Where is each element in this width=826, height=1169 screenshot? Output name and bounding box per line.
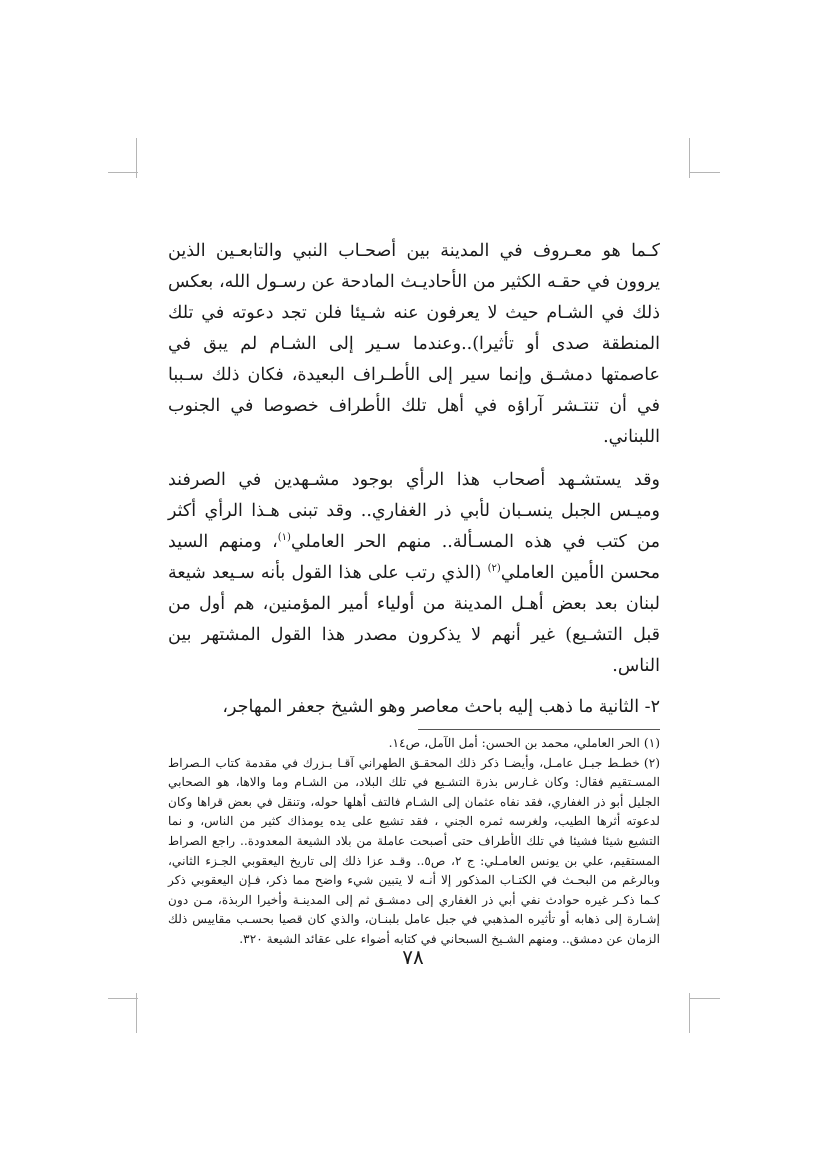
- page-body: [168, 236, 660, 950]
- crop-mark-bottom-left-h: [108, 998, 138, 999]
- section-heading: ٢- الثانية ما ذهب إليه باحث معاصر وهو الشيخ جعفر المهاجر،: [222, 697, 660, 717]
- crop-mark-bottom-right-h: [690, 998, 720, 999]
- footnote-2: [168, 754, 660, 950]
- page-number: ٧٨: [402, 945, 424, 969]
- footnote-2-text: خطـط جبـل عامـل، وأيضـا ذكر ذلك المحقـق الطهراني آقـا بـزرك في مقدمة كتاب الـصراط المسـتقيم فقال: وكان غـارس بذرة التشـيع في تلك البلاد، من الشـام وما والاها، هو الصحابي الجليل أبو ذر الغفاري، فقد نفاه عثمان إلى الشـام فالتف أهلها حوله، وتنقل في بعض قراها وكان لدعوته أثرها الطيب، ولغرسه ثمره الجني ، فقد تشيع على يده يومذاك كثير من الناس، و نما التشيع شيئا فشيئا في تلك الأطراف حتى أصبحت عاملة من بلاد الشيعة المعدودة.. راجع الصراط المستقيم، علي بن يونس العامـلي: ج ٢، ص٥.. وقـد عزا ذلك إلى تاريخ اليعقوبي الجـزء الثاني، وبالرغم من البحـث في الكتـاب المذكور إلا أنـه لا يتبين شيء واضح مما ذكر، فـإن اليعقوبي ذكر كـما ذكـر غيره حوادث نفي أبي ذر الغفاري إلى دمشـق ثم إلى المدينـة وأخيرا الربذة، مـن دون إشـارة إلى ذهابه أو تأثيره المذهبي في جبل عامل بلبنـان، والذي كان قصيا بحسـب مقاييس ذلك الزمان عن دمشق.. ومنهم الشـيخ السبحاني في كتابه أضواء على عقائد الشيعة ٣٢٠.: [168, 755, 661, 946]
- footnote-ref-1: (١): [277, 532, 291, 544]
- footnote-2-number: (٢): [643, 755, 660, 770]
- crop-mark-top-right-h: [690, 172, 720, 173]
- paragraph-2-part-1: وقد يستشـهد أصحاب هذا الرأي بوجود مشـهدين في الصرفند وميـس الجبل ينسـبان لأبي ذر الغفاري.. وقد تبنى هـذا الرأي أكثر من كتب في هذه المسـألة.. منهم الحر العاملي: [168, 470, 660, 552]
- footnote-1-number: (١): [643, 736, 660, 750]
- footnote-separator: [418, 729, 660, 730]
- crop-mark-bottom-right: [689, 993, 690, 1033]
- crop-mark-bottom-left: [136, 993, 137, 1033]
- footnote-ref-2: (٢): [487, 563, 501, 575]
- paragraph-2-part-2: ، ومنهم السيد محسن الأمين العاملي: [168, 532, 660, 583]
- crop-mark-top-left-h: [108, 172, 138, 173]
- paragraph-2-part-3: (الذي رتب على هذا القول بأنه سـيعد شيعة لبنان بعد بعض أهـل المدينة من أولياء أمير المؤمنين، هم أول من قبل التشـيع) غير أنهم لا يذكرون مصدر هذا القول المشتهر بين الناس.: [168, 563, 660, 676]
- footnote-1-text: الحر العاملي، محمد بن الحسن: أمل الآمل، ص١٤.: [388, 736, 640, 750]
- paragraph-2: [168, 465, 660, 682]
- footnote-1: [168, 734, 660, 754]
- paragraph-1: كـما هو معـروف في المدينة بين أصحـاب النبي والتابعـين الذين يروون في حقـه الكثير من الأحاديـث المادحة عن رسـول الله، بعكس ذلك في الشـام حيث لا يعرفون عنه شـيئا فلن تجد دعوته في تلك المنطقة صدى أو تأثيرا)..وعندما سـير إلى الشـام لم يبق في عاصمتها دمشـق وإنما سير إلى الأطـراف البعيدة، فكان ذلك سـببا في أن تنتـشر آراؤه في أهل تلك الأطراف خصوصا في الجنوب اللبناني.: [168, 241, 660, 447]
